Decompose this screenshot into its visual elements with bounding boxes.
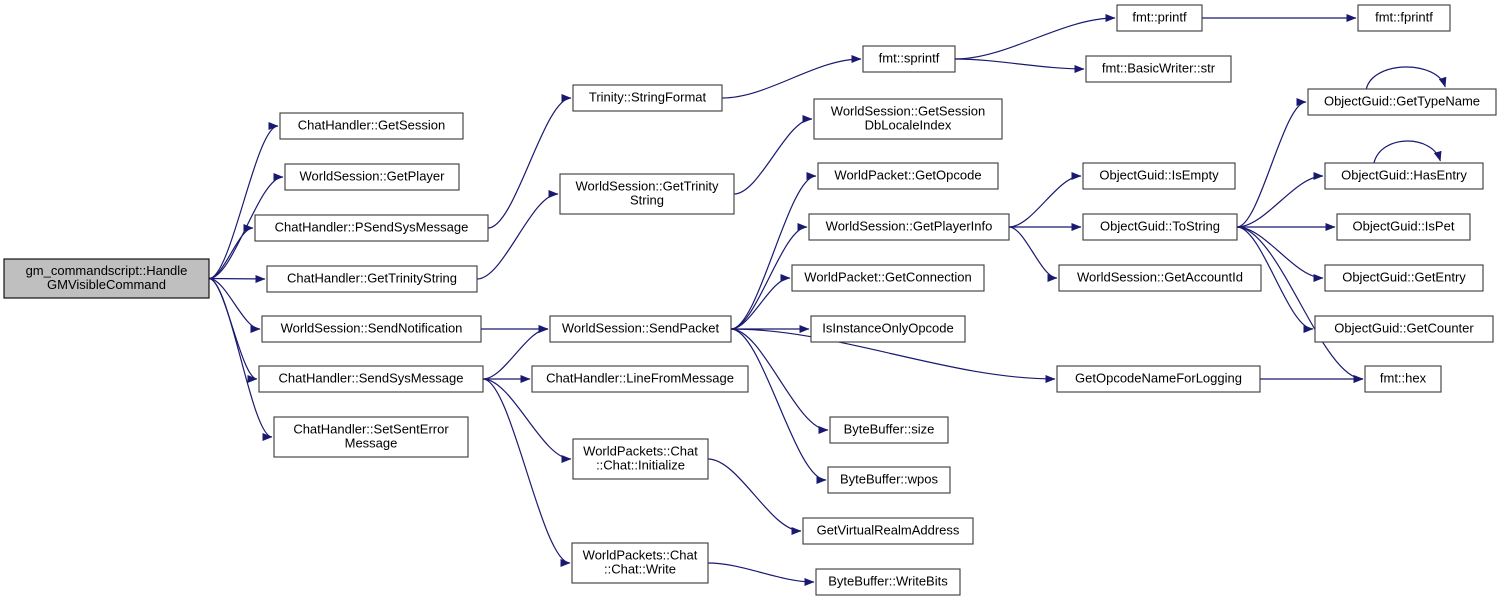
edge-root--chathandler-getsession	[209, 126, 278, 279]
node-label-objectguid-tostring: ObjectGuid::ToString	[1100, 218, 1220, 234]
node-isinstanceonlyopcode[interactable]	[811, 316, 965, 342]
node-worldsession-getplayer[interactable]	[285, 164, 459, 190]
self-loop-objectguid-gettypename	[1366, 67, 1445, 89]
node-label-objectguid-ispet: ObjectGuid::IsPet	[1352, 218, 1455, 234]
node-label-trinity-stringformat: Trinity::StringFormat	[588, 89, 707, 105]
edge-worldsession-sendpacket--bytebuffer-wpos	[731, 329, 826, 480]
node-label-chathandler-setsenterrormessage-line2: Message	[344, 435, 398, 451]
node-label-isinstanceonlyopcode: IsInstanceOnlyOpcode	[822, 320, 954, 336]
node-label-worldsession-getsessiondblocaleindex-line1: WorldSession::GetSession	[830, 103, 986, 119]
edge-worldsession-gettrinitystring--worldsession-getsessiondblocaleindex	[734, 119, 812, 194]
node-label-worldpacket-getconnection: WorldPacket::GetConnection	[804, 269, 972, 285]
node-fmt-printf[interactable]	[1117, 5, 1202, 31]
node-worldsession-getaccountid[interactable]	[1059, 265, 1261, 291]
node-label-worldpackets-chat-write-line1: WorldPackets::Chat	[582, 547, 698, 563]
node-objectguid-ispet[interactable]	[1337, 214, 1470, 240]
node-worldsession-gettrinitystring[interactable]	[560, 174, 734, 214]
node-label-objectguid-isempty: ObjectGuid::IsEmpty	[1099, 167, 1219, 183]
self-loop-objectguid-hasentry	[1374, 141, 1440, 163]
node-fmt-hex[interactable]	[1365, 366, 1441, 392]
node-getvirtualrealmaddress[interactable]	[803, 518, 973, 544]
node-worldpackets-chat-initialize[interactable]	[573, 439, 708, 479]
node-label-chathandler-getsession: ChatHandler::GetSession	[297, 117, 446, 133]
node-label-bytebuffer-writebits: ByteBuffer::WriteBits	[828, 573, 948, 589]
edge-root--chathandler-gettrinitystring	[209, 279, 265, 280]
edge-fmt-sprintf--fmt-printf	[955, 18, 1115, 59]
node-root	[4, 259, 209, 298]
node-label-worldsession-gettrinitystring-line2: String	[630, 192, 664, 208]
node-worldpacket-getconnection[interactable]	[792, 265, 984, 291]
node-label-objectguid-gettypename: ObjectGuid::GetTypeName	[1323, 93, 1481, 109]
node-label-worldsession-getplayerinfo: WorldSession::GetPlayerInfo	[825, 218, 993, 234]
node-worldsession-getplayerinfo[interactable]	[809, 214, 1009, 240]
node-objectguid-isempty[interactable]	[1083, 163, 1235, 189]
edge-worldsession-getplayerinfo--objectguid-isempty	[1009, 176, 1081, 227]
node-chathandler-linefrommessage[interactable]	[532, 366, 748, 392]
node-objectguid-hasentry[interactable]	[1325, 163, 1483, 189]
edge-chathandler-sendsysmessage--worldpackets-chat-write	[483, 379, 570, 563]
node-label-root-line2: GMVisibleCommand	[47, 277, 166, 292]
node-bytebuffer-size[interactable]	[830, 417, 948, 443]
node-fmt-sprintf[interactable]	[863, 46, 955, 72]
edge-worldpackets-chat-write--bytebuffer-writebits	[708, 563, 814, 582]
node-fmt-fprintf[interactable]	[1358, 5, 1450, 31]
node-worldsession-sendnotification[interactable]	[262, 316, 481, 342]
node-trinity-stringformat[interactable]	[573, 85, 722, 111]
node-worldsession-getsessiondblocaleindex[interactable]	[814, 99, 1002, 139]
node-label-objectguid-getcounter: ObjectGuid::GetCounter	[1334, 320, 1474, 336]
node-chathandler-getsession[interactable]	[280, 113, 463, 139]
node-label-worldsession-sendpacket: WorldSession::SendPacket	[561, 320, 720, 336]
node-objectguid-getentry[interactable]	[1325, 265, 1483, 291]
node-chathandler-sendsysmessage[interactable]	[259, 366, 483, 392]
node-label-getvirtualrealmaddress: GetVirtualRealmAddress	[816, 522, 960, 538]
node-label-worldsession-sendnotification: WorldSession::SendNotification	[280, 320, 463, 336]
node-label-worldpacket-getopcode: WorldPacket::GetOpcode	[834, 167, 982, 183]
node-bytebuffer-writebits[interactable]	[816, 569, 960, 595]
node-objectguid-getcounter[interactable]	[1315, 316, 1493, 342]
node-label-getopcodenameforlogging: GetOpcodeNameForLogging	[1075, 370, 1242, 386]
node-label-root-line1: gm_commandscript::Handle	[25, 263, 188, 278]
node-label-bytebuffer-size: ByteBuffer::size	[843, 421, 935, 437]
node-objectguid-tostring[interactable]	[1083, 214, 1237, 240]
node-label-worldpackets-chat-initialize-line1: WorldPackets::Chat	[583, 443, 698, 459]
node-bytebuffer-wpos[interactable]	[828, 467, 950, 493]
edge-worldpackets-chat-initialize--getvirtualrealmaddress	[708, 459, 801, 531]
node-label-fmt-basicwriter-str: fmt::BasicWriter::str	[1101, 60, 1216, 76]
node-label-chathandler-psendsysmessage: ChatHandler::PSendSysMessage	[274, 219, 469, 235]
edge-worldsession-getplayerinfo--worldsession-getaccountid	[1009, 227, 1057, 278]
node-label-chathandler-sendsysmessage: ChatHandler::SendSysMessage	[278, 370, 464, 386]
edge-trinity-stringformat--fmt-sprintf	[722, 59, 861, 98]
node-worldsession-sendpacket[interactable]	[550, 316, 731, 342]
edge-worldsession-sendpacket--worldpacket-getopcode	[731, 176, 816, 329]
node-worldpacket-getopcode[interactable]	[818, 163, 998, 189]
node-label-chathandler-setsenterrormessage-line1: ChatHandler::SetSentError	[293, 421, 449, 437]
edge-chathandler-gettrinitystring--worldsession-gettrinitystring	[477, 194, 558, 279]
node-worldpackets-chat-write[interactable]	[572, 543, 708, 583]
node-label-worldpackets-chat-initialize-line2: ::Chat::Initialize	[596, 457, 685, 473]
node-getopcodenameforlogging[interactable]	[1057, 366, 1260, 392]
node-label-bytebuffer-wpos: ByteBuffer::wpos	[839, 471, 939, 487]
edge-root--chathandler-setsenterrormessage	[209, 279, 272, 438]
node-label-fmt-sprintf: fmt::sprintf	[878, 50, 940, 66]
node-label-fmt-printf: fmt::printf	[1132, 9, 1187, 25]
node-label-chathandler-gettrinitystring: ChatHandler::GetTrinityString	[286, 270, 458, 286]
node-label-worldpackets-chat-write-line2: ::Chat::Write	[603, 561, 677, 577]
node-label-fmt-hex: fmt::hex	[1379, 370, 1427, 386]
edge-objectguid-tostring--fmt-hex	[1237, 227, 1363, 379]
node-label-objectguid-hasentry: ObjectGuid::HasEntry	[1341, 167, 1467, 183]
edge-fmt-sprintf--fmt-basicwriter-str	[955, 59, 1084, 69]
node-chathandler-psendsysmessage[interactable]	[255, 215, 488, 241]
node-label-worldsession-getsessiondblocaleindex-line2: DbLocaleIndex	[864, 117, 952, 133]
edge-chathandler-psendsysmessage--trinity-stringformat	[488, 98, 571, 228]
node-objectguid-gettypename[interactable]	[1308, 89, 1496, 115]
node-fmt-basicwriter-str[interactable]	[1086, 56, 1231, 82]
node-chathandler-gettrinitystring[interactable]	[267, 266, 477, 292]
node-label-worldsession-gettrinitystring-line1: WorldSession::GetTrinity	[575, 178, 719, 194]
node-label-worldsession-getaccountid: WorldSession::GetAccountId	[1077, 269, 1243, 285]
node-label-fmt-fprintf: fmt::fprintf	[1375, 9, 1433, 25]
node-label-worldsession-getplayer: WorldSession::GetPlayer	[299, 168, 445, 184]
node-label-chathandler-linefrommessage: ChatHandler::LineFromMessage	[546, 370, 734, 386]
node-chathandler-setsenterrormessage[interactable]	[274, 417, 468, 457]
node-label-objectguid-getentry: ObjectGuid::GetEntry	[1342, 269, 1466, 285]
edge-objectguid-tostring--objectguid-hasentry	[1237, 176, 1323, 227]
edge-root--chathandler-psendsysmessage	[209, 228, 253, 279]
